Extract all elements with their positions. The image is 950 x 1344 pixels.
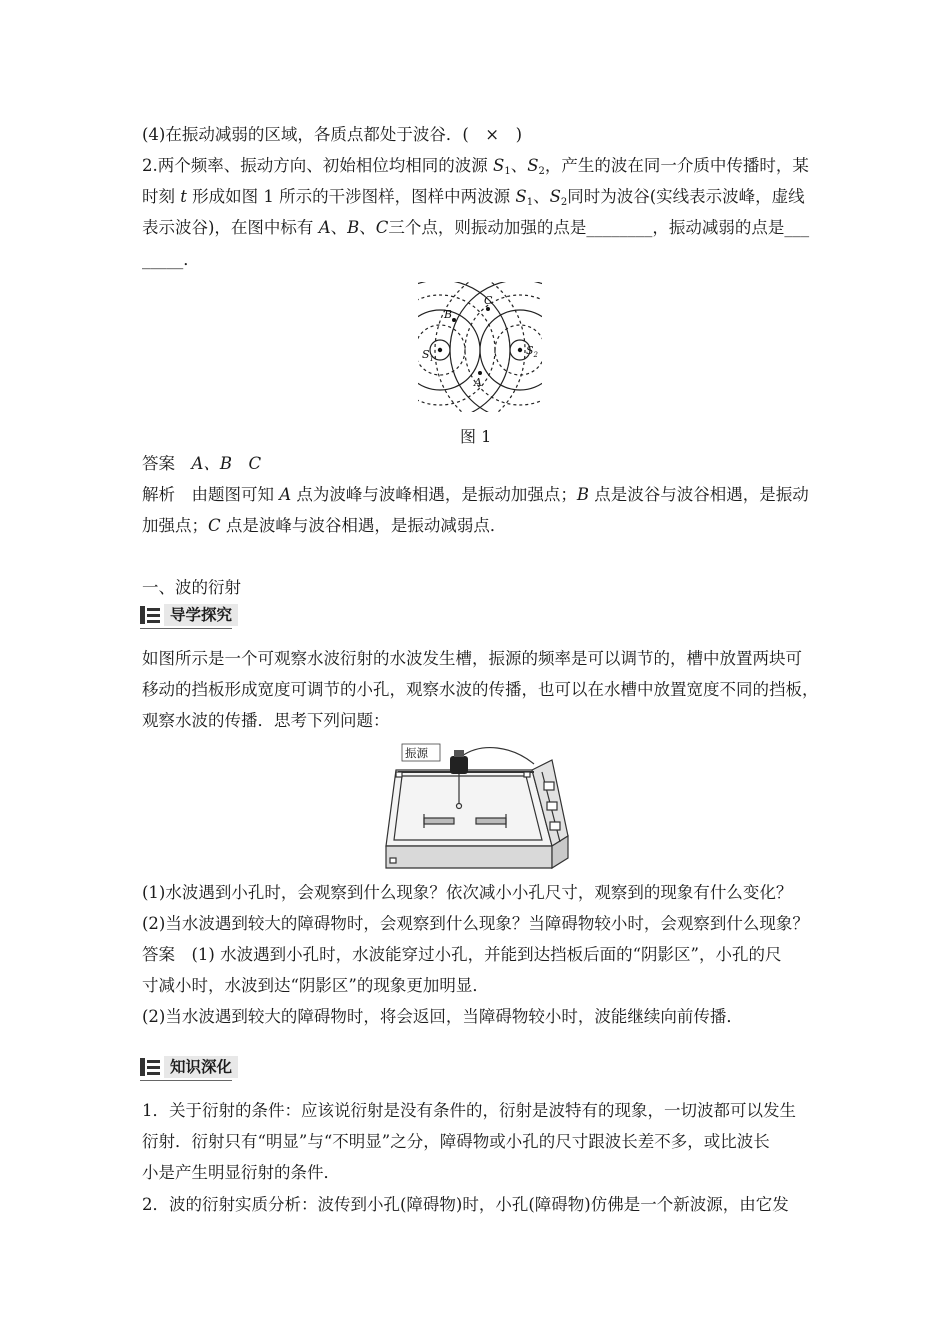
question-4: (4)在振动减弱的区域，各质点都处于波谷．( × ) — [142, 125, 523, 144]
knowledge-paragraph-2-line-1: 2．波的衍射实质分析：波传到小孔(障碍物)时，小孔(障碍物)仿佛是一个新波源，由它发 — [142, 1195, 789, 1214]
guide-question-2: (2)当水波遇到较大的障碍物时，会观察到什么现象？当障碍物较小时，会观察到什么现象？ — [142, 914, 809, 933]
ripple-tank-figure — [384, 742, 574, 874]
guide-answer-line-2: 寸减小时，水波到达“阴影区”的现象更加明显． — [142, 976, 489, 995]
guide-question-1: (1)水波遇到小孔时，会观察到什么现象？依次减小小孔尺寸，观察到的现象有什么变化？ — [142, 883, 793, 902]
section-1-title: 一、波的衍射 — [142, 578, 241, 597]
guide-answer-line-1: 答案 (1) 水波遇到小孔时，水波能穿过小孔，并能到达挡板后面的“阴影区”，小孔的尺 — [142, 945, 782, 964]
guide-heading — [140, 604, 238, 626]
knowledge-heading-label: 知识深化 — [164, 1056, 238, 1078]
knowledge-paragraph-1-line-1: 1．关于衍射的条件：应该说衍射是没有条件的，衍射是波特有的现象，一切波都可以发生 — [142, 1101, 796, 1120]
question-2-line-2: 时刻 t 形成如图 1 所示的干涉图样，图样中两波源 $S_1$、$S_2$同时为波谷(实线表示波峰，虚线 — [142, 187, 805, 208]
question-2-line-1: 2.两个频率、振动方向、初始相位均相同的波源 $S_1$、$S_2$，产生的波在同一介质中传播时，某 — [142, 156, 809, 177]
interference-figure — [418, 282, 542, 412]
label-b: B — [444, 308, 453, 321]
guide-answer-line-3: (2)当水波遇到较大的障碍物时，将会返回，当障碍物较小时，波能继续向前传播． — [142, 1007, 743, 1026]
guide-paragraph-line-2: 移动的挡板形成宽度可调节的小孔，观察水波的传播，也可以在水槽中放置宽度不同的挡板， — [142, 680, 819, 699]
label-s2: $S_2$ — [526, 344, 539, 359]
question-2-line-4: _____． — [142, 250, 200, 269]
point-c-dot — [486, 307, 490, 311]
vibration-source-label: 振源 — [405, 746, 428, 760]
figure-1-caption: 图 1 — [460, 427, 492, 446]
list-bars-icon — [140, 1058, 160, 1076]
point-b-dot — [452, 318, 456, 322]
list-bars-icon — [140, 606, 160, 624]
knowledge-heading — [140, 1056, 238, 1078]
source-s2-dot — [518, 348, 522, 352]
label-a: A — [474, 376, 482, 389]
label-s1: $S_1$ — [422, 348, 435, 363]
source-s1-dot — [438, 348, 442, 352]
label-c: C — [484, 294, 493, 307]
analysis-1-line-2: 加强点；C 点是波峰与波谷相遇，是振动减弱点． — [142, 516, 507, 535]
vibrator-motor — [450, 756, 468, 774]
point-a-dot — [478, 371, 482, 375]
answer-1: 答案 A、B C — [142, 454, 262, 473]
guide-paragraph-line-3: 观察水波的传播．思考下列问题： — [142, 711, 390, 730]
guide-paragraph-line-1: 如图所示是一个可观察水波衍射的水波发生槽，振源的频率是可以调节的，槽中放置两块可 — [142, 649, 802, 668]
guide-heading-label: 导学探究 — [164, 604, 238, 626]
question-2-line-3: 表示波谷)，在图中标有 A、B、C三个点，则振动加强的点是________，振动减弱的点是___ — [142, 218, 810, 237]
knowledge-paragraph-1-line-2: 衍射．衍射只有“明显”与“不明显”之分，障碍物或小孔的尺寸跟波长差不多，或比波长 — [142, 1132, 770, 1151]
analysis-1-line-1: 解析 由题图可知 A 点为波峰与波峰相遇，是振动加强点；B 点是波谷与波谷相遇，是振动 — [142, 485, 809, 504]
s1-wave-trough-3 — [418, 282, 525, 412]
knowledge-paragraph-1-line-3: 小是产生明显衍射的条件． — [142, 1163, 340, 1182]
